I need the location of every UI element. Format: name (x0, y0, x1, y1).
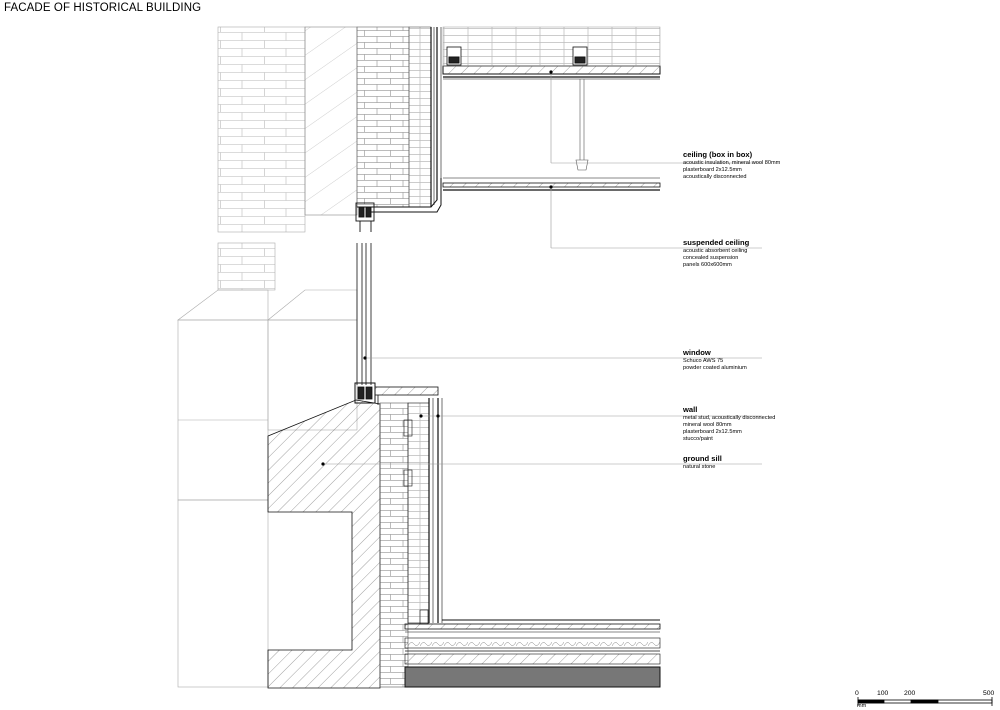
scale-tick-label: 0 (855, 690, 859, 697)
annotation-ceiling (683, 150, 883, 181)
annotation-line: stucco/paint (683, 436, 713, 442)
wall-buildup (404, 398, 442, 624)
scale-tick-label: 200 (904, 690, 916, 697)
annotation-line: metal stud, acoustically disconnected (683, 415, 776, 421)
annotation-title: ground sill (683, 454, 722, 463)
scale-tick-label: 100 (877, 690, 889, 697)
annotation-title: window (683, 348, 711, 357)
annotation-suspended-ceiling (683, 238, 883, 269)
annotation-ground-sill (683, 454, 883, 471)
annotation-line: acoustic absorbent ceiling (683, 248, 748, 254)
annotation-line: mineral wool 80mm (683, 422, 732, 428)
floor-buildup (405, 620, 660, 687)
scale-tick-label: 500 (983, 690, 995, 697)
ground-sill (268, 400, 380, 688)
annotation-wall (683, 405, 883, 443)
page-title: FACADE OF HISTORICAL BUILDING (4, 2, 202, 14)
suspension-hanger (576, 79, 588, 170)
scale-unit: mm (857, 703, 867, 709)
annotation-line: concealed suspension (683, 255, 739, 261)
annotation-line: natural stone (683, 464, 716, 470)
annotation-line: acoustic insulation, mineral wool 80mm (683, 160, 781, 166)
annotation-line: plasterboard 2x12.5mm (683, 167, 742, 173)
annotation-title: suspended ceiling (683, 238, 750, 247)
annotation-line: panels 600x600mm (683, 262, 732, 268)
brick-masonry (380, 403, 408, 687)
annotation-line: Schuco AWS 75 (683, 358, 724, 364)
annotation-line: plasterboard 2x12.5mm (683, 429, 742, 435)
scale-bar (858, 697, 992, 706)
upper-facade-brick (218, 27, 431, 232)
annotation-title: wall (683, 405, 698, 414)
annotation-line: acoustically disconnected (683, 174, 747, 180)
lower-window (355, 243, 438, 405)
annotation-line: powder coated aluminium (683, 365, 747, 371)
annotation-title: ceiling (box in box) (683, 150, 753, 159)
annotation-window (683, 348, 883, 372)
